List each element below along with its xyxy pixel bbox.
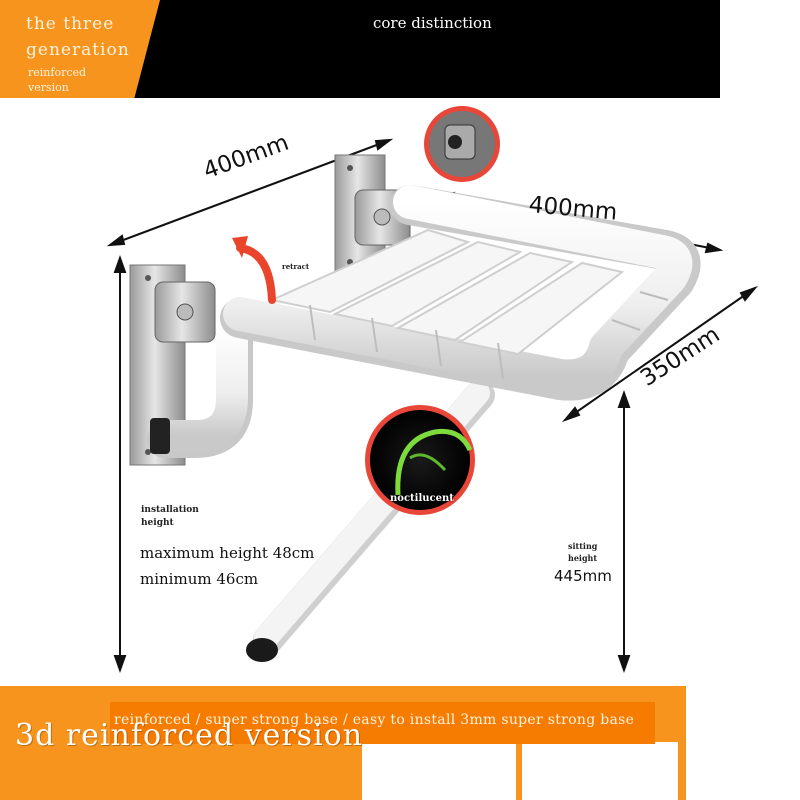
- sitting-label-line2: height: [568, 553, 598, 563]
- arrow-head: [115, 656, 125, 670]
- bottom-panel-2: [522, 742, 678, 800]
- sitting-label-line1: sitting: [568, 541, 598, 551]
- left-rubber-bumper: [150, 418, 170, 454]
- arrow-head: [619, 656, 629, 670]
- bottom-description: reinforced / super strong base / easy to install 3mm super strong base: [114, 712, 635, 728]
- noctilucent-label: noctilucent: [390, 493, 454, 504]
- arrow-head: [115, 258, 125, 272]
- core-distinction-text: core distinction: [373, 14, 492, 32]
- arrow-head: [376, 140, 390, 149]
- tag-line-2: generation: [26, 40, 130, 60]
- arrow-head: [706, 244, 720, 252]
- arrow-head: [619, 393, 629, 407]
- tag-line-3: reinforced: [28, 66, 87, 79]
- leg-foot-cap: [246, 638, 278, 662]
- screw: [347, 165, 353, 171]
- retract-arrow: [240, 248, 272, 300]
- sitting-height-value: 445mm: [554, 567, 612, 585]
- tag-line-1: the three: [26, 14, 115, 34]
- arrow-head: [565, 408, 579, 420]
- depth-label: 350mm: [636, 321, 725, 392]
- retract-label: retract: [282, 262, 310, 271]
- installation-label-line2: height: [141, 518, 174, 528]
- arrow-head: [110, 236, 124, 245]
- folding-shower-seat-illustration: [0, 98, 800, 688]
- tag-line-4: version: [28, 81, 69, 94]
- installation-min-height: minimum 46cm: [140, 570, 259, 588]
- installation-max-height: maximum height 48cm: [140, 544, 315, 562]
- screw: [145, 275, 151, 281]
- arrow-head: [741, 288, 755, 300]
- left-width-label: 400mm: [200, 129, 293, 185]
- bottom-title: 3d reinforced version: [15, 718, 364, 753]
- installation-label-line1: installation: [141, 505, 199, 515]
- bottom-panel-1: [362, 742, 516, 800]
- right-width-label: 400mm: [527, 192, 619, 226]
